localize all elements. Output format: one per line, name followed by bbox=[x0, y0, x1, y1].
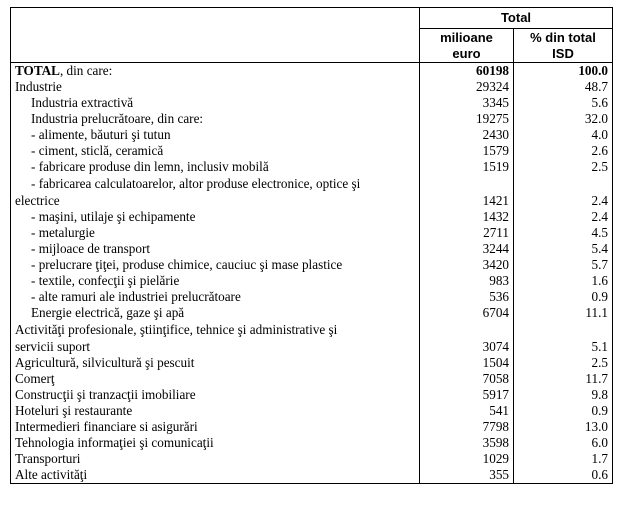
row-label: Industrie bbox=[11, 79, 420, 95]
row-pct: 48.7 bbox=[514, 79, 613, 95]
row-pct: 4.0 bbox=[514, 127, 613, 143]
row-eur: 1432 bbox=[420, 209, 514, 225]
table-row bbox=[11, 419, 613, 435]
row-pct: 100.0 bbox=[514, 63, 613, 80]
isd-table bbox=[10, 7, 613, 484]
table-row bbox=[11, 371, 613, 387]
table-row bbox=[11, 451, 613, 467]
table-row bbox=[11, 241, 613, 257]
header-total: Total bbox=[420, 8, 613, 29]
row-pct: 9.8 bbox=[514, 387, 613, 403]
row-label-line1: Activităţi profesionale, ştiinţifice, tehnice şi administrative şi bbox=[15, 322, 338, 337]
row-label: - alimente, băuturi şi tutun bbox=[11, 127, 420, 143]
row-label: - fabricare produse din lemn, inclusiv mobilă bbox=[11, 159, 420, 175]
row-eur: 1029 bbox=[420, 451, 514, 467]
header-million-euro bbox=[420, 29, 514, 63]
row-pct: 5.1 bbox=[514, 321, 613, 355]
row-label-line1: - fabricarea calculatoarelor, altor produse electronice, optice şi bbox=[31, 176, 361, 191]
table-row bbox=[11, 305, 613, 321]
row-label bbox=[11, 175, 420, 209]
row-pct: 0.6 bbox=[514, 467, 613, 484]
row-pct: 2.4 bbox=[514, 209, 613, 225]
table-row-wrapped bbox=[11, 321, 613, 355]
row-label: Intermedieri financiare si asigurări bbox=[11, 419, 420, 435]
row-pct: 2.4 bbox=[514, 175, 613, 209]
row-pct: 2.6 bbox=[514, 143, 613, 159]
table-row bbox=[11, 95, 613, 111]
row-eur: 3244 bbox=[420, 241, 514, 257]
row-pct: 2.5 bbox=[514, 159, 613, 175]
row-label: Agricultură, silvicultură şi pescuit bbox=[11, 355, 420, 371]
row-eur: 2430 bbox=[420, 127, 514, 143]
table-row bbox=[11, 355, 613, 371]
row-label: - ciment, sticlă, ceramică bbox=[11, 143, 420, 159]
row-label: - prelucrare ţiţei, produse chimice, cauciuc şi mase plastice bbox=[11, 257, 420, 273]
row-eur: 3598 bbox=[420, 435, 514, 451]
row-eur: 2711 bbox=[420, 225, 514, 241]
table-row bbox=[11, 79, 613, 95]
row-pct: 0.9 bbox=[514, 289, 613, 305]
header-million-euro-label: milioane euro bbox=[440, 30, 493, 61]
table-row bbox=[11, 127, 613, 143]
row-label: Comerţ bbox=[11, 371, 420, 387]
row-pct: 5.6 bbox=[514, 95, 613, 111]
table-row bbox=[11, 467, 613, 484]
row-eur: 6704 bbox=[420, 305, 514, 321]
row-label: Industria extractivă bbox=[11, 95, 420, 111]
row-eur: 60198 bbox=[420, 63, 514, 80]
row-pct: 0.9 bbox=[514, 403, 613, 419]
row-label: Energie electrică, gaze şi apă bbox=[11, 305, 420, 321]
row-pct: 5.4 bbox=[514, 241, 613, 257]
row-pct: 1.7 bbox=[514, 451, 613, 467]
row-pct: 13.0 bbox=[514, 419, 613, 435]
row-label: Alte activităţi bbox=[11, 467, 420, 484]
table-row bbox=[11, 111, 613, 127]
row-label-line2: electrice bbox=[15, 193, 60, 208]
row-label: Transporturi bbox=[11, 451, 420, 467]
row-label: Construcţii şi tranzacţii imobiliare bbox=[11, 387, 420, 403]
table-row bbox=[11, 257, 613, 273]
table-row-total bbox=[11, 63, 613, 80]
row-label: Hoteluri şi restaurante bbox=[11, 403, 420, 419]
row-label-bold: TOTAL bbox=[15, 63, 60, 78]
row-eur: 5917 bbox=[420, 387, 514, 403]
row-pct: 5.7 bbox=[514, 257, 613, 273]
row-eur: 1579 bbox=[420, 143, 514, 159]
table-row bbox=[11, 403, 613, 419]
table-row bbox=[11, 143, 613, 159]
row-eur: 3074 bbox=[420, 321, 514, 355]
row-eur: 1421 bbox=[420, 175, 514, 209]
row-eur: 7798 bbox=[420, 419, 514, 435]
table-row bbox=[11, 273, 613, 289]
row-eur: 7058 bbox=[420, 371, 514, 387]
row-pct: 4.5 bbox=[514, 225, 613, 241]
row-label: Industria prelucrătoare, din care: bbox=[11, 111, 420, 127]
table-row bbox=[11, 435, 613, 451]
row-pct: 11.1 bbox=[514, 305, 613, 321]
row-label bbox=[11, 63, 420, 80]
table-row bbox=[11, 387, 613, 403]
row-label-rest: , din care: bbox=[59, 63, 113, 78]
row-label: - metalurgie bbox=[11, 225, 420, 241]
row-eur: 29324 bbox=[420, 79, 514, 95]
table-row bbox=[11, 209, 613, 225]
row-eur: 3345 bbox=[420, 95, 514, 111]
row-label-line2: servicii suport bbox=[15, 339, 91, 354]
row-label: - alte ramuri ale industriei prelucrătoare bbox=[11, 289, 420, 305]
row-eur: 983 bbox=[420, 273, 514, 289]
row-pct: 6.0 bbox=[514, 435, 613, 451]
row-eur: 541 bbox=[420, 403, 514, 419]
isd-table-container bbox=[10, 7, 612, 484]
header-empty-cell bbox=[11, 8, 420, 63]
row-eur: 536 bbox=[420, 289, 514, 305]
row-eur: 3420 bbox=[420, 257, 514, 273]
row-pct: 11.7 bbox=[514, 371, 613, 387]
row-label: - maşini, utilaje şi echipamente bbox=[11, 209, 420, 225]
header-percent-total bbox=[514, 29, 613, 63]
header-percent-label: % din total ISD bbox=[530, 30, 596, 61]
row-label bbox=[11, 321, 420, 355]
row-eur: 1519 bbox=[420, 159, 514, 175]
row-pct: 32.0 bbox=[514, 111, 613, 127]
row-eur: 355 bbox=[420, 467, 514, 484]
row-label: - mijloace de transport bbox=[11, 241, 420, 257]
row-pct: 1.6 bbox=[514, 273, 613, 289]
row-pct: 2.5 bbox=[514, 355, 613, 371]
table-row bbox=[11, 159, 613, 175]
row-eur: 19275 bbox=[420, 111, 514, 127]
row-label: - textile, confecţii şi pielărie bbox=[11, 273, 420, 289]
row-label: Tehnologia informaţiei şi comunicaţii bbox=[11, 435, 420, 451]
table-row bbox=[11, 225, 613, 241]
table-row bbox=[11, 289, 613, 305]
table-row-wrapped bbox=[11, 175, 613, 209]
row-eur: 1504 bbox=[420, 355, 514, 371]
